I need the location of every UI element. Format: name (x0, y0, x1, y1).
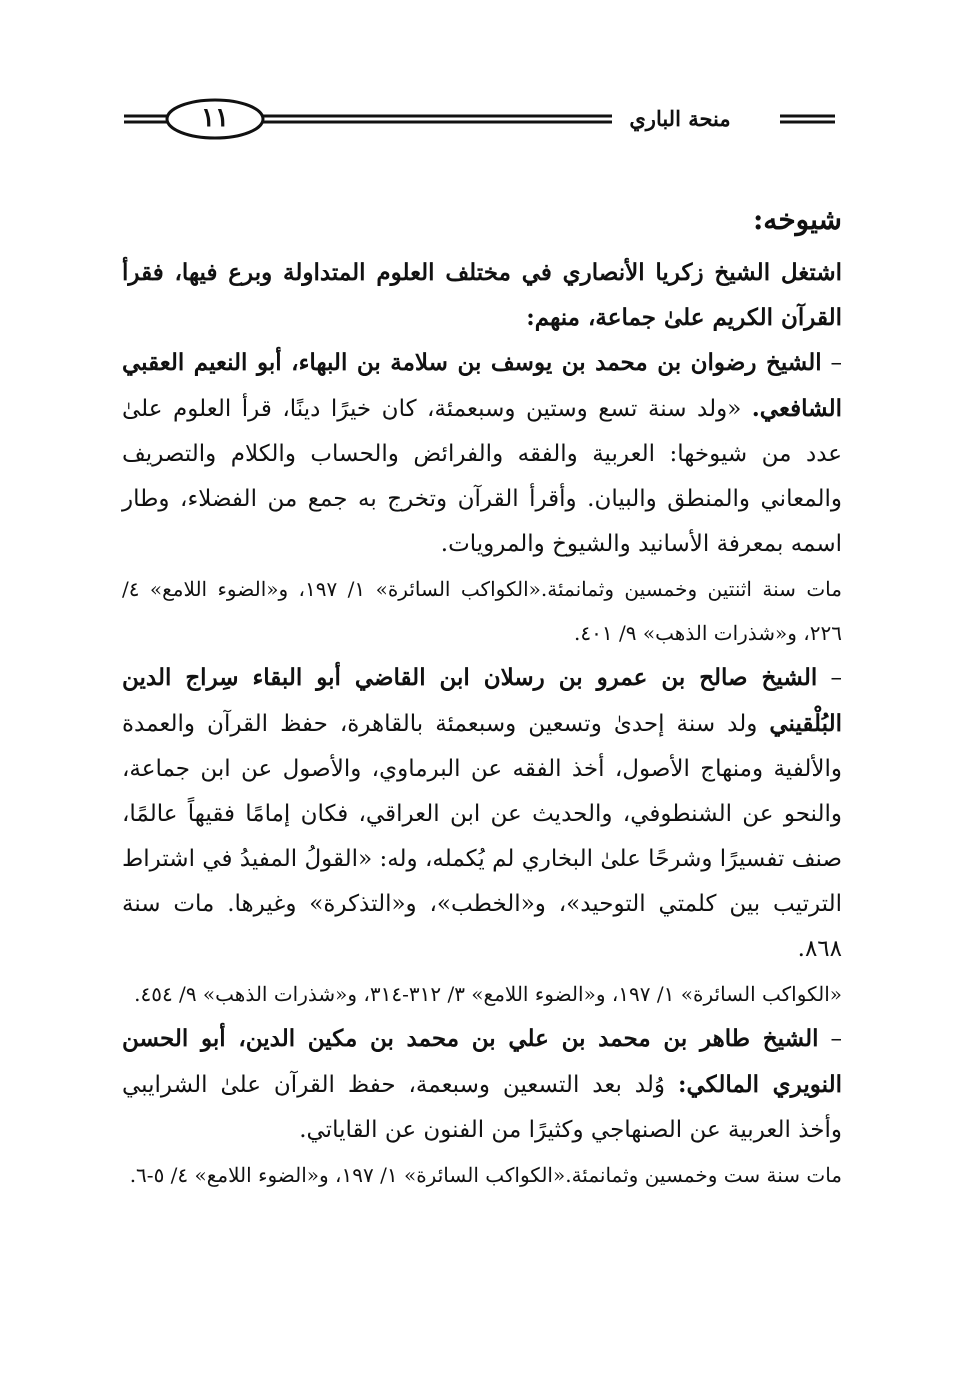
page-header (0, 0, 959, 200)
entry-sources: مات سنة ست وخمسين وثمانمئة.«الكواكب السائرة» ١/ ١٩٧، و«الضوء اللامع» ٤/ ٥-٦. (129, 1163, 842, 1187)
page-number: ١١ (201, 103, 229, 133)
book-title: منحة الباري (629, 106, 731, 131)
entry-name: الشيخ طاهر بن محمد بن علي بن محمد بن مكين الدين، أبو الحسن النويري المالكي: (122, 1025, 842, 1098)
page-body (122, 190, 842, 1197)
entry-ridwan (122, 340, 842, 567)
entry-bio: وُلد بعد التسعين وسبعمة، حفظ القرآن علىٰ الشرايبي وأخذ العربية عن الصنهاجي وكثيرًا من الفنون عن القاياتي. (122, 1072, 842, 1143)
entry-salih (122, 655, 842, 972)
section-intro: اشتغل الشيخ زكريا الأنصاري في مختلف العلوم المتداولة وبرع فيها، فقرأ القرآن الكريم علىٰ جماعة، منهم: (122, 259, 842, 331)
entry-dash: – (818, 1026, 842, 1052)
entry-dash: – (821, 350, 842, 376)
entry-dash: – (817, 665, 843, 691)
entry-bio: «ولد سنة تسع وستين وسبعمئة، كان خيرًا دينًا، قرأ العلوم علىٰ عدد من شيوخها: العربية والفقه والفرائض والحساب والكلام والتصريف والمعاني والمنطق والبيان. وأقرأ القرآن وتخرج به جمع من الفضلاء، وطار اسمه بمعرفة الأسانيد والشيوخ والمرويات. (122, 396, 842, 557)
section-heading: شيوخه: (752, 203, 842, 236)
header-ornament (0, 0, 959, 200)
entry-name: الشيخ صالح بن عمرو بن رسلان ابن القاضي أبو البقاء سِراج الدين البُلْقيني (122, 664, 843, 737)
entry-sources: مات سنة اثنتين وخمسين وثمانمئة.«الكواكب السائرة» ١/ ١٩٧، و«الضوء اللامع» ٤/ ٢٢٦، و«شذرات الذهب» ٩/ ٤٠١. (122, 577, 842, 645)
entry-bio: ولد سنة إحدىٰ وتسعين وسبعمئة بالقاهرة، حفظ القرآن والعمدة والألفية ومنهاج الأصول، أخذ الفقه عن البرماوي، والأصول عن ابن جماعة، والنحو عن الشنطوفي، والحديث عن ابن العراقي، فكان إمامًا فقيهاً عالمًا، صنف تفسيرًا وشرحًا علىٰ البخاري لم يُكمله، وله: «القولُ المفيدُ في اشتراط الترتيب بين كلمتي التوحيد»، و«الخطب»، و«التذكرة» وغيرها. مات سنة ٨٦٨. (122, 711, 842, 962)
entry-name: الشيخ رضوان بن محمد بن يوسف بن سلامة بن البهاء، أبو النعيم العقبي الشافعي. (122, 349, 842, 422)
entry-sources: «الكواكب السائرة» ١/ ١٩٧، و«الضوء اللامع» ٣/ ٣١٢-٣١٤، و«شذرات الذهب» ٩/ ٤٥٤. (134, 982, 842, 1006)
entry-tahir (122, 1016, 842, 1153)
